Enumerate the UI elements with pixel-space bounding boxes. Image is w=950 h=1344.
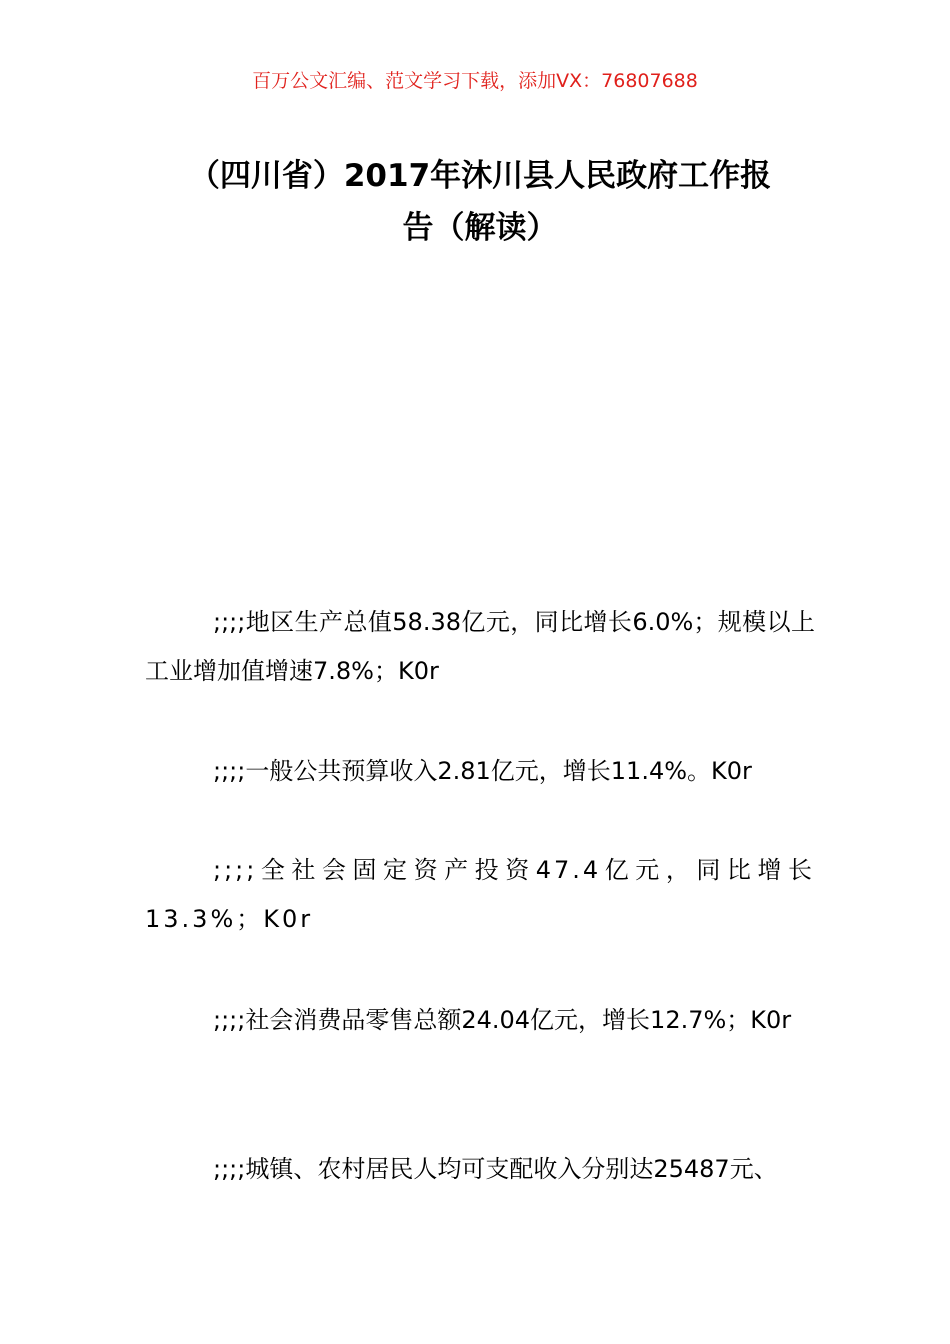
paragraph-fixed-investment: ;;;;全社会固定资产投资47.4亿元，同比增长13.3%；K0r [145,856,815,933]
title-line-1: （四川省）2017年沐川县人民政府工作报 [188,158,772,194]
paragraph-gdp: ;;;;地区生产总值58.38亿元，同比增长6.0%；规模以上工业增加值增速7.8%；K0r [145,608,815,685]
title-line-2: 告（解读） [402,210,558,246]
paragraph-retail-sales: ;;;;社会消费品零售总额24.04亿元，增长12.7%；K0r [213,1006,792,1034]
document-title [145,150,815,254]
header-promo-note: 百万公文汇编、范文学习下载，添加VX：76807688 [252,70,698,92]
paragraph-income: ;;;;城镇、农村居民人均可支配收入分别达25487元、 [213,1155,778,1183]
paragraph-budget-revenue: ;;;;一般公共预算收入2.81亿元，增长11.4%。K0r [213,757,752,785]
